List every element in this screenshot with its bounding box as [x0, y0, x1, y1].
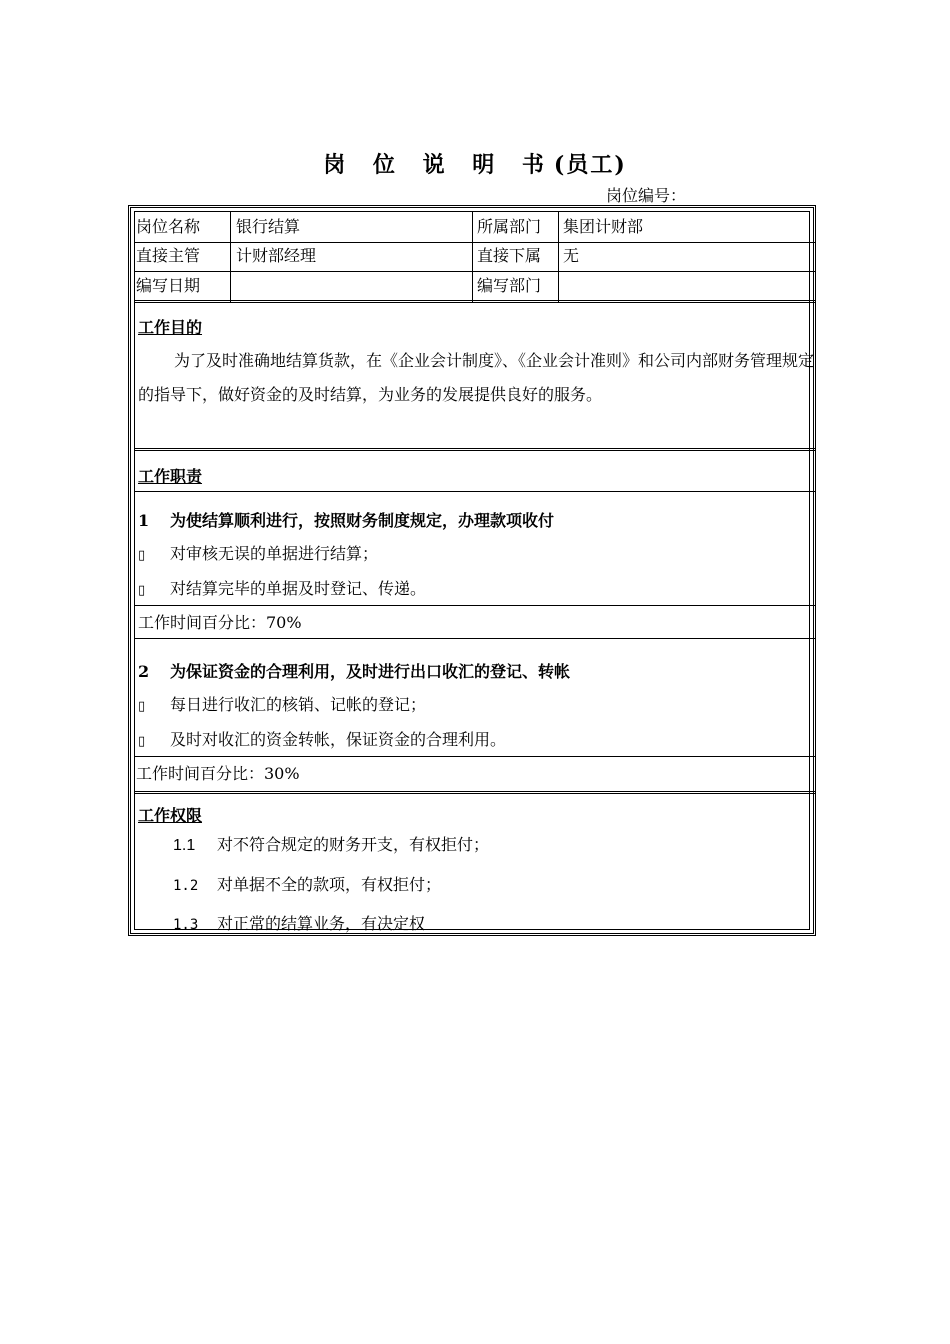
authority-item-3 — [173, 911, 425, 934]
purpose-text: 为了及时准确地结算货款，在《企业会计制度》、《企业会计准则》和公司内部财务管理规定的指导下，做好资金的及时结算，为业务的发展提供良好的服务。 — [138, 351, 815, 404]
info-label-position-name: 岗位名称 — [136, 217, 201, 236]
title-suffix: (员工) — [553, 152, 627, 178]
table-col-divider — [558, 212, 559, 302]
info-label-write-department: 编写部门 — [477, 276, 542, 295]
purpose-heading: 工作目的 — [138, 318, 203, 337]
section-divider — [135, 448, 815, 451]
duty-1-text: 为使结算顺利进行，按照财务制度规定，办理款项收付 — [170, 511, 555, 530]
duty-2-bullet-1 — [138, 692, 426, 715]
info-value-department: 集团计财部 — [563, 217, 644, 236]
info-label-subordinate: 直接下属 — [477, 246, 542, 265]
duty-1-time-share: 工作时间百分比：70% — [138, 613, 302, 632]
table-row-divider — [135, 242, 815, 243]
authority-item-3-text: 对正常的结算业务，有决定权 — [217, 914, 426, 933]
info-label-supervisor: 直接主管 — [136, 246, 201, 265]
info-label-department: 所属部门 — [477, 217, 542, 236]
duty-1-bullet-1 — [138, 541, 378, 564]
position-code-blank[interactable] — [696, 187, 796, 206]
info-label-write-date: 编写日期 — [136, 276, 201, 295]
duties-heading: 工作职责 — [138, 467, 203, 486]
duty-1-title — [138, 508, 554, 531]
authority-item-1-text: 对不符合规定的财务开支，有权拒付； — [217, 835, 490, 854]
info-value-position-name: 银行结算 — [236, 217, 301, 236]
authority-item-1 — [173, 832, 489, 855]
duty-1-bullet-1-text: 对审核无误的单据进行结算； — [170, 544, 379, 563]
duty-2-bullet-2-text: 及时对收汇的资金转帐，保证资金的合理利用。 — [170, 730, 507, 749]
job-description-frame — [128, 205, 816, 936]
position-code — [606, 183, 796, 206]
info-value-supervisor: 计财部经理 — [236, 246, 317, 265]
duty-divider — [135, 605, 815, 606]
frame-inner-border — [134, 211, 810, 930]
authority-item-3-number: 1.3 — [173, 917, 199, 933]
info-value-subordinate: 无 — [563, 246, 580, 265]
duty-2-number: 2 — [138, 662, 150, 681]
duty-2-time-share: 工作时间百分比：30% — [136, 764, 300, 783]
table-col-divider — [230, 212, 231, 302]
table-end-divider — [135, 300, 815, 303]
duty-2-bullet-2 — [138, 727, 506, 750]
duty-2-text: 为保证资金的合理利用，及时进行出口收汇的登记、转帐 — [170, 662, 571, 681]
duty-1-bullet-2-text: 对结算完毕的单据及时登记、传递。 — [170, 579, 427, 598]
authority-item-2-text: 对单据不全的款项，有权拒付； — [217, 875, 442, 894]
authority-item-2-number: 1.2 — [173, 878, 199, 894]
duty-1-bullet-2 — [138, 576, 426, 599]
authority-item-1-number: 1.1 — [173, 837, 196, 854]
bullet-box-icon: ▯ — [138, 583, 146, 598]
section-divider — [135, 791, 815, 794]
authority-heading: 工作权限 — [138, 806, 203, 825]
duty-divider — [135, 756, 815, 757]
table-row-divider — [135, 271, 815, 272]
duty-2-title — [138, 659, 570, 682]
page-title — [0, 148, 950, 179]
table-col-divider — [472, 212, 473, 302]
duty-divider — [135, 638, 815, 639]
bullet-box-icon: ▯ — [138, 548, 146, 563]
duty-1-number: 1 — [138, 511, 150, 530]
bullet-box-icon: ▯ — [138, 734, 146, 749]
position-code-label: 岗位编号： — [606, 186, 687, 205]
duty-2-bullet-1-text: 每日进行收汇的核销、记帐的登记； — [170, 695, 427, 714]
authority-item-2 — [173, 872, 441, 895]
duties-heading-divider — [135, 491, 815, 492]
bullet-box-icon: ▯ — [138, 699, 146, 714]
title-main: 岗 位 说 明 书 — [323, 152, 554, 178]
